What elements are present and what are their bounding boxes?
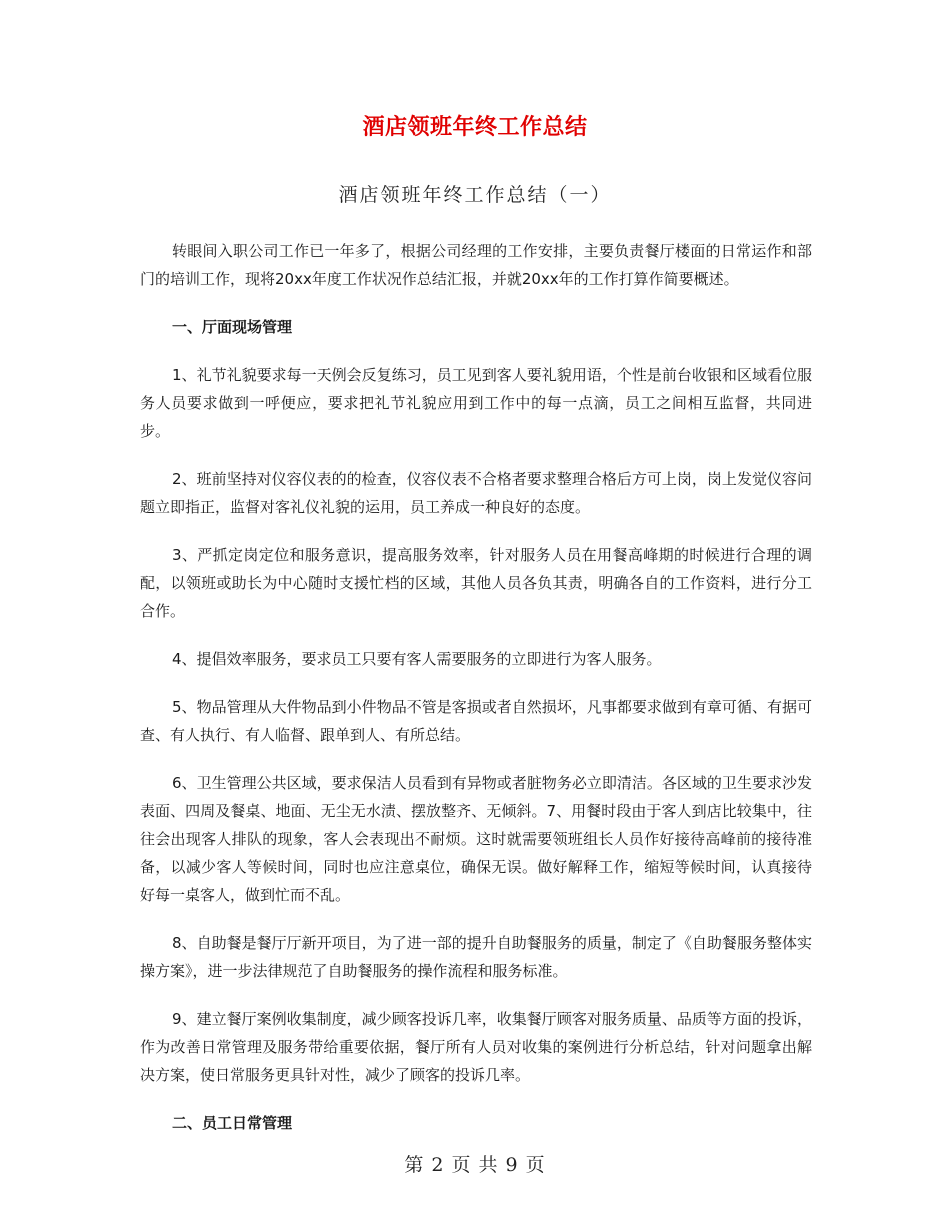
document-subtitle: 酒店领班年终工作总结（一）	[338, 184, 612, 206]
list-item-3: 3、严抓定岗定位和服务意识，提高服务效率，针对服务人员在用餐高峰期的时候进行合理的调配，以领班或助长为中心随时支援忙档的区域，其他人员各负其责，明确各自的工作资料，进行分工合作。	[140, 546, 812, 620]
section-heading-1: 一、厅面现场管理	[172, 318, 293, 336]
list-item-6-7: 6、卫生管理公共区域，要求保洁人员看到有异物或者脏物务必立即清洁。各区域的卫生要求沙发表面、四周及餐桌、地面、无尘无水渍、摆放整齐、无倾斜。7、用餐时段由于客人到店比较集中，往往会出现客人排队的现象，客人会表现出不耐烦。这时就需要领班组长人员作好接待高峰前的接待准备，以减少客人等候时间，同时也应注意桌位，确保无误。做好解释工作，缩短等候时间，认真接待好每一桌客人，做到忙而不乱。	[140, 774, 812, 904]
list-item-2: 2、班前坚持对仪容仪表的的检查，仪容仪表不合格者要求整理合格后方可上岗，岗上发觉仪容问题立即指正，监督对客礼仪礼貌的运用，员工养成一种良好的态度。	[140, 470, 812, 516]
list-item-8: 8、自助餐是餐厅厅新开项目，为了进一部的提升自助餐服务的质量，制定了《自助餐服务整体实操方案》，进一步法律规范了自助餐服务的操作流程和服务标准。	[140, 934, 812, 980]
intro-paragraph: 转眼间入职公司工作已一年多了，根据公司经理的工作安排，主要负责餐厅楼面的日常运作和部门的培训工作，现将20xx年度工作状况作总结汇报，并就20xx年的工作打算作简要概述。	[140, 242, 812, 288]
document-title: 酒店领班年终工作总结	[362, 115, 588, 140]
list-item-1: 1、礼节礼貌要求每一天例会反复练习，员工见到客人要礼貌用语，个性是前台收银和区域看位服务人员要求做到一呼便应，要求把礼节礼貌应用到工作中的每一点滴，员工之间相互监督，共同进步。	[140, 366, 812, 440]
document-body	[140, 237, 812, 1157]
section-heading-2: 二、员工日常管理	[172, 1114, 293, 1132]
page-number-footer: 第 2 页 共 9 页	[404, 1154, 546, 1176]
list-item-4: 4、提倡效率服务，要求员工只要有客人需要服务的立即进行为客人服务。	[172, 650, 662, 668]
list-item-5: 5、物品管理从大件物品到小件物品不管是客损或者自然损坏，凡事都要求做到有章可循、有据可查、有人执行、有人临督、跟单到人、有所总结。	[140, 698, 812, 744]
list-item-9: 9、建立餐厅案例收集制度，减少顾客投诉几率，收集餐厅顾客对服务质量、品质等方面的投诉，作为改善日常管理及服务带给重要依据，餐厅所有人员对收集的案例进行分析总结，针对问题拿出解决方案，使日常服务更具针对性，减少了顾客的投诉几率。	[140, 1010, 812, 1084]
